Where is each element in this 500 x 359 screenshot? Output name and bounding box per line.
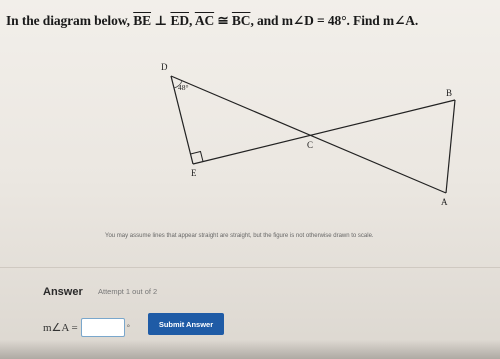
answer-input[interactable] [81,318,125,337]
segment-eb-line [193,100,455,164]
scale-note: You may assume lines that appear straight are straight, but the figure is not otherwise drawn to scale. [105,233,374,239]
attempt-counter: Attempt 1 out of 2 [98,287,158,296]
segment-ba-line [446,100,455,193]
degree-symbol: ° [126,323,130,332]
segment-ac: $\overline{AC}$ [194,13,215,28]
bottom-shade [0,340,500,359]
diagram-svg [150,60,490,210]
question-rest: , and m∠D = 48°. Find m∠A. [250,13,419,28]
question-text [6,13,496,29]
comma: , [189,13,195,28]
label-b: B [446,88,453,98]
segment-be: $\overline{BE}$ [133,13,152,28]
label-a: A [441,197,448,207]
label-angle-48: 48° [178,83,189,92]
label-e: E [191,168,197,178]
label-c: C [307,140,314,150]
segment-ed: $\overline{ED}$ [170,13,189,28]
divider [0,267,500,268]
submit-answer-button[interactable]: Submit Answer [148,313,224,335]
perp-symbol: ⊥ [151,13,171,28]
answer-title: Answer [43,286,83,298]
answer-row [43,318,130,337]
diagram [150,60,490,210]
segment-da-line [171,76,446,193]
label-d: D [161,62,168,72]
question-intro: In the diagram below, [6,13,130,28]
congruent-symbol: ≅ [214,13,232,28]
segment-bc: $\overline{BC}$ [231,13,251,28]
answer-label: m∠A = [43,322,78,334]
